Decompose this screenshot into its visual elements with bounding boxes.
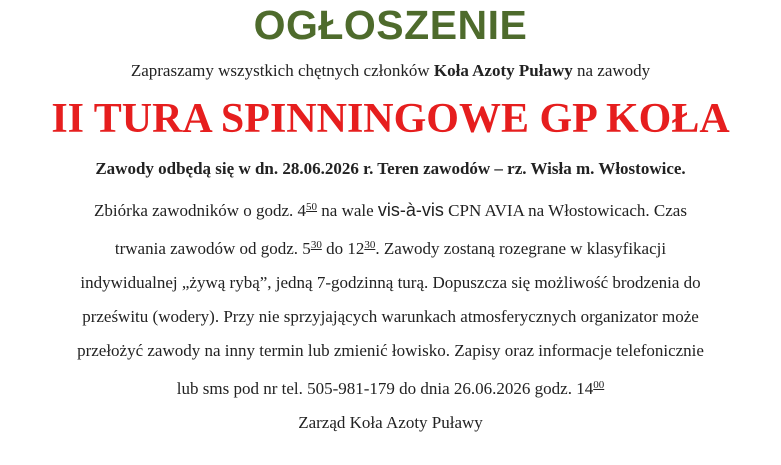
classification-text: . Zawody zostaną rozegrane w klasyfikacji (375, 239, 667, 258)
end-minutes: 30 (364, 239, 376, 251)
description-line-3: indywidualnej „żywą rybą”, jedną 7-godzinną turą. Dopuszcza się możliwość brodzenia do (80, 273, 701, 292)
invitation-line (0, 60, 781, 82)
announcement-heading: OGŁOSZENIE (253, 2, 528, 48)
deadline-minutes: 00 (593, 379, 605, 391)
duration-to: do 12 (321, 239, 365, 258)
description-line-1 (6, 190, 775, 228)
invitation-suffix: na zawody (572, 61, 651, 80)
invitation-prefix: Zapraszamy wszystkich chętnych członków (130, 61, 434, 80)
vis-a-vis-text: vis-à-vis (377, 200, 444, 220)
gathering-text: Zbiórka zawodników o godz. 4 (94, 201, 307, 220)
description-line-5: przełożyć zawody na inny termin lub zmienić łowisko. Zapisy oraz informacje telefonicznie (77, 341, 704, 360)
event-title: II TURA SPINNINGOWE GP KOŁA (51, 96, 730, 142)
contact-text: lub sms pod nr tel. 505-981-179 do dnia 26.06.2026 godz. 14 (176, 379, 594, 398)
gathering-location: CPN AVIA na Włostowicach. Czas (443, 201, 687, 220)
description-line-4: prześwitu (wodery). Przy nie sprzyjających warunkach atmosferycznych organizator może (82, 307, 699, 326)
start-minutes: 30 (310, 239, 322, 251)
event-description (6, 190, 775, 440)
gathering-minutes: 50 (306, 201, 318, 213)
event-details: Zawody odbędą się w dn. 28.06.2026 r. Teren zawodów – rz. Wisła m. Włostowice. (95, 159, 686, 178)
description-line-6 (6, 368, 775, 406)
description-line-2 (6, 228, 775, 266)
signature: Zarząd Koła Azoty Puławy (298, 413, 483, 432)
gathering-place: na wale (317, 201, 378, 220)
club-name: Koła Azoty Puławy (433, 61, 573, 80)
duration-text: trwania zawodów od godz. 5 (114, 239, 311, 258)
